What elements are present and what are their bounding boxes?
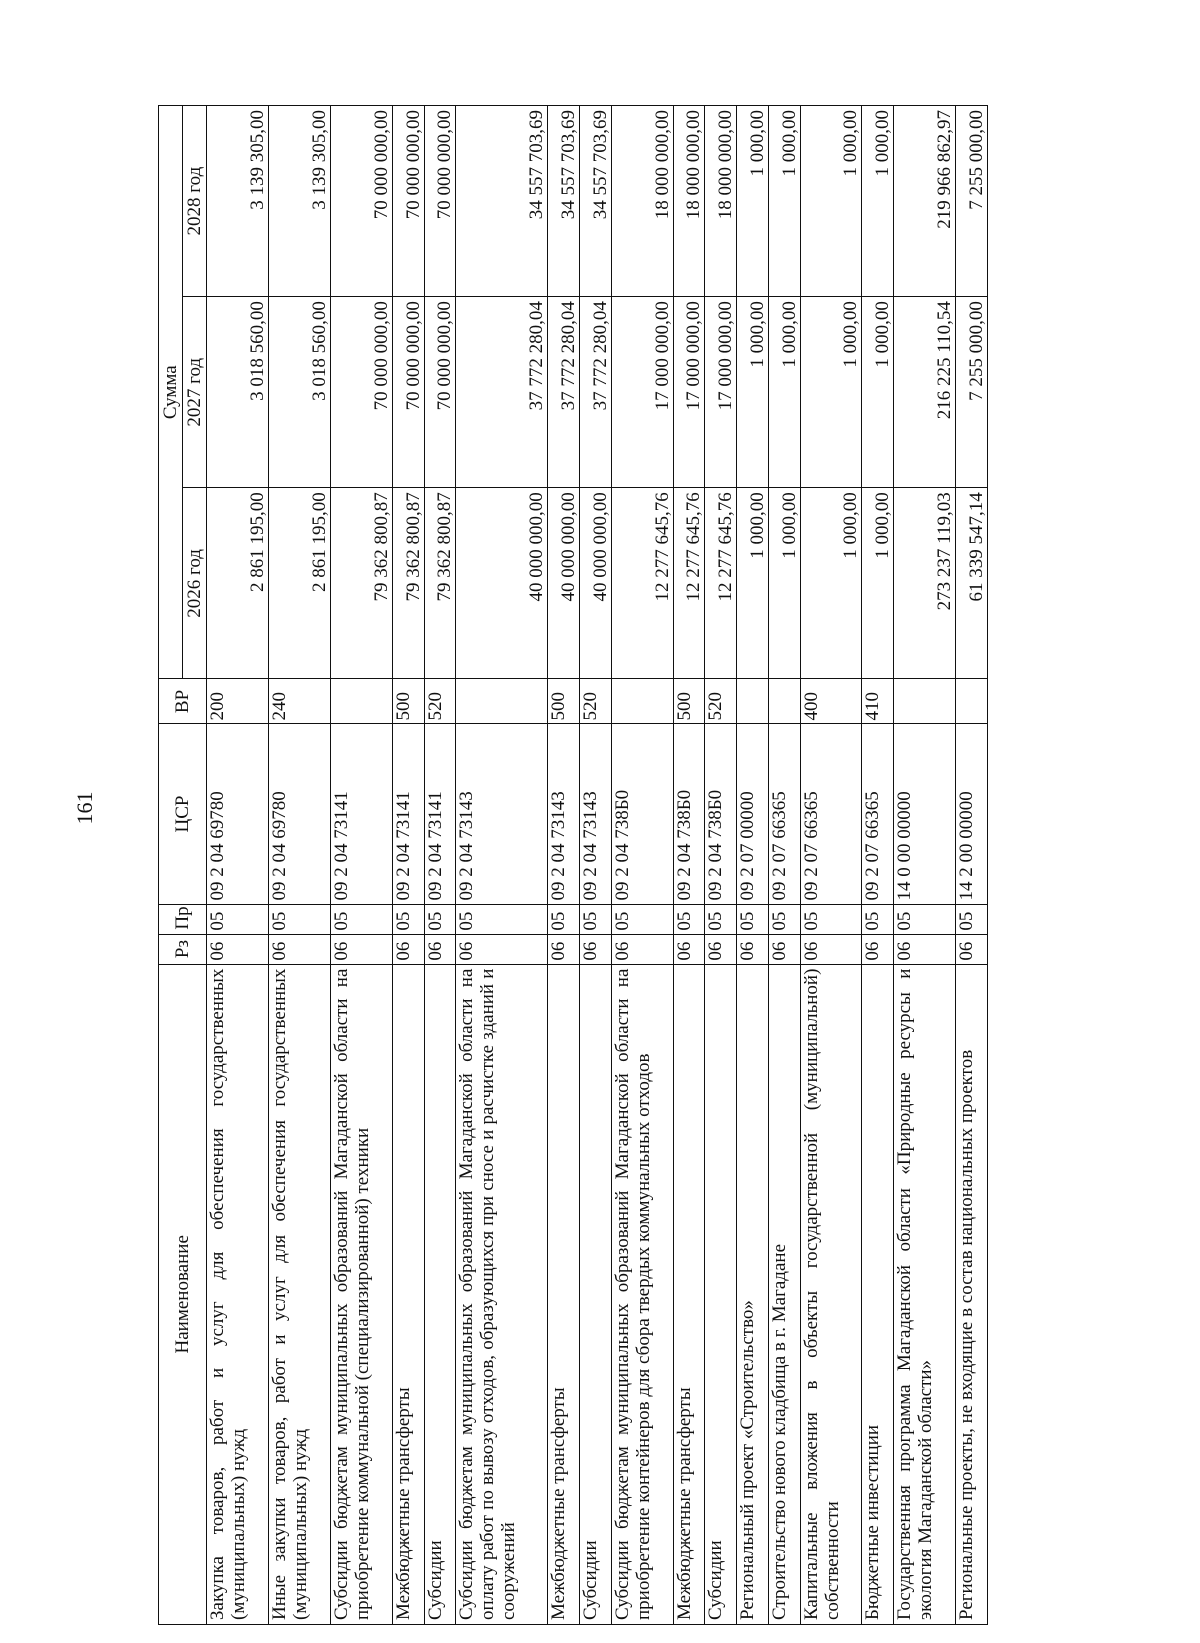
row-sum-2028: 18 000 000,00 (705, 106, 737, 297)
row-csr: 09 2 04 73141 (392, 724, 424, 904)
table-row (548, 106, 580, 1625)
row-sum-2026: 273 237 119,03 (894, 488, 956, 679)
row-vr (768, 679, 800, 724)
row-rz: 06 (456, 934, 548, 964)
header-name: Наименование (159, 964, 207, 1624)
page-number: 161 (72, 791, 97, 825)
row-rz: 06 (862, 934, 894, 964)
row-sum-2028: 7 255 000,00 (956, 106, 988, 297)
row-sum-2028: 3 139 305,00 (268, 106, 330, 297)
row-name: Капитальные вложения в объекты государственной (муниципальной) собственности (800, 964, 862, 1624)
row-sum-2027: 1 000,00 (768, 297, 800, 488)
row-pr: 05 (268, 904, 330, 934)
row-sum-2027: 216 225 110,54 (894, 297, 956, 488)
row-sum-2026: 2 861 195,00 (268, 488, 330, 679)
row-vr (456, 679, 548, 724)
table-row (207, 106, 269, 1625)
table-container (158, 105, 988, 1625)
row-pr: 05 (956, 904, 988, 934)
table-row (862, 106, 894, 1625)
table-body (207, 106, 988, 1625)
row-pr: 05 (580, 904, 612, 934)
row-rz: 06 (956, 934, 988, 964)
row-sum-2027: 37 772 280,04 (580, 297, 612, 488)
row-pr: 05 (456, 904, 548, 934)
row-pr: 05 (207, 904, 269, 934)
row-sum-2027: 37 772 280,04 (456, 297, 548, 488)
row-rz: 06 (392, 934, 424, 964)
row-sum-2026: 79 362 800,87 (424, 488, 456, 679)
table-row (956, 106, 988, 1625)
row-csr: 14 2 00 00000 (956, 724, 988, 904)
row-name: Субсидии бюджетам муниципальных образований Магаданской области на приобретение контейнеров для сбора твердых коммунальных отходов (611, 964, 673, 1624)
row-name: Субсидии (424, 964, 456, 1624)
row-vr: 500 (548, 679, 580, 724)
row-sum-2028: 70 000 000,00 (392, 106, 424, 297)
row-vr: 410 (862, 679, 894, 724)
row-rz: 06 (330, 934, 392, 964)
row-pr: 05 (611, 904, 673, 934)
header-rz: Рз (159, 934, 207, 964)
row-vr (611, 679, 673, 724)
row-pr: 05 (862, 904, 894, 934)
row-sum-2028: 1 000,00 (737, 106, 769, 297)
table-row (800, 106, 862, 1625)
row-sum-2028: 219 966 862,97 (894, 106, 956, 297)
row-name: Иные закупки товаров, работ и услуг для обеспечения государственных (муниципальных) нужд (268, 964, 330, 1624)
row-sum-2028: 34 557 703,69 (456, 106, 548, 297)
row-sum-2026: 40 000 000,00 (548, 488, 580, 679)
row-sum-2026: 40 000 000,00 (580, 488, 612, 679)
row-pr: 05 (392, 904, 424, 934)
row-name: Строительство нового кладбища в г. Магадане (768, 964, 800, 1624)
row-pr: 05 (705, 904, 737, 934)
row-name: Закупка товаров, работ и услуг для обеспечения государственных (муниципальных) нужд (207, 964, 269, 1624)
table-row (768, 106, 800, 1625)
row-vr: 520 (705, 679, 737, 724)
row-sum-2026: 2 861 195,00 (207, 488, 269, 679)
row-rz: 06 (737, 934, 769, 964)
row-csr: 09 2 04 69780 (207, 724, 269, 904)
table-row (894, 106, 956, 1625)
row-name: Межбюджетные трансферты (392, 964, 424, 1624)
row-sum-2026: 1 000,00 (862, 488, 894, 679)
row-pr: 05 (548, 904, 580, 934)
row-sum-2026: 12 277 645,76 (611, 488, 673, 679)
table-row (580, 106, 612, 1625)
row-csr: 09 2 04 73143 (548, 724, 580, 904)
row-sum-2028: 1 000,00 (768, 106, 800, 297)
row-sum-2028: 70 000 000,00 (330, 106, 392, 297)
row-sum-2027: 3 018 560,00 (268, 297, 330, 488)
row-sum-2026: 40 000 000,00 (456, 488, 548, 679)
row-vr (330, 679, 392, 724)
row-csr: 14 0 00 00000 (894, 724, 956, 904)
table-row (737, 106, 769, 1625)
budget-table (158, 105, 988, 1625)
row-csr: 09 2 07 00000 (737, 724, 769, 904)
row-sum-2027: 17 000 000,00 (673, 297, 705, 488)
header-csr: ЦСР (159, 724, 207, 904)
row-name: Межбюджетные трансферты (548, 964, 580, 1624)
row-sum-2027: 70 000 000,00 (330, 297, 392, 488)
table-row (705, 106, 737, 1625)
row-pr: 05 (330, 904, 392, 934)
row-rz: 06 (768, 934, 800, 964)
row-sum-2026: 61 339 547,14 (956, 488, 988, 679)
row-rz: 06 (800, 934, 862, 964)
row-name: Бюджетные инвестиции (862, 964, 894, 1624)
row-rz: 06 (207, 934, 269, 964)
row-name: Субсидии (705, 964, 737, 1624)
row-sum-2028: 18 000 000,00 (611, 106, 673, 297)
row-name: Субсидии бюджетам муниципальных образований Магаданской области на приобретение коммунальной (специализированной) техники (330, 964, 392, 1624)
row-rz: 06 (580, 934, 612, 964)
row-sum-2026: 79 362 800,87 (392, 488, 424, 679)
row-vr: 240 (268, 679, 330, 724)
row-vr (737, 679, 769, 724)
row-rz: 06 (705, 934, 737, 964)
row-sum-2026: 1 000,00 (800, 488, 862, 679)
header-2026: 2026 год (183, 488, 207, 679)
header-sum: Сумма (159, 106, 183, 679)
row-name: Субсидии (580, 964, 612, 1624)
row-pr: 05 (737, 904, 769, 934)
row-vr: 520 (580, 679, 612, 724)
row-sum-2028: 18 000 000,00 (673, 106, 705, 297)
row-csr: 09 2 04 73143 (456, 724, 548, 904)
row-vr: 200 (207, 679, 269, 724)
row-vr: 400 (800, 679, 862, 724)
row-pr: 05 (673, 904, 705, 934)
row-sum-2028: 70 000 000,00 (424, 106, 456, 297)
row-rz: 06 (894, 934, 956, 964)
row-name: Региональный проект «Строительство» (737, 964, 769, 1624)
row-sum-2027: 1 000,00 (800, 297, 862, 488)
row-sum-2028: 3 139 305,00 (207, 106, 269, 297)
table-row (673, 106, 705, 1625)
row-sum-2028: 34 557 703,69 (548, 106, 580, 297)
row-rz: 06 (268, 934, 330, 964)
row-sum-2027: 17 000 000,00 (611, 297, 673, 488)
row-csr: 09 2 04 738Б0 (611, 724, 673, 904)
row-pr: 05 (424, 904, 456, 934)
row-csr: 09 2 04 73143 (580, 724, 612, 904)
header-2028: 2028 год (183, 106, 207, 297)
row-name: Субсидии бюджетам муниципальных образований Магаданской области на оплату работ по вывозу отходов, образующихся при сносе и расчистке зданий и сооружений (456, 964, 548, 1624)
table-row (456, 106, 548, 1625)
row-rz: 06 (673, 934, 705, 964)
row-sum-2027: 1 000,00 (737, 297, 769, 488)
row-csr: 09 2 04 69780 (268, 724, 330, 904)
header-2027: 2027 год (183, 297, 207, 488)
row-sum-2027: 7 255 000,00 (956, 297, 988, 488)
row-rz: 06 (424, 934, 456, 964)
row-pr: 05 (768, 904, 800, 934)
row-sum-2028: 1 000,00 (800, 106, 862, 297)
row-csr: 09 2 04 738Б0 (705, 724, 737, 904)
table-row (611, 106, 673, 1625)
row-pr: 05 (894, 904, 956, 934)
row-sum-2027: 17 000 000,00 (705, 297, 737, 488)
row-sum-2026: 1 000,00 (737, 488, 769, 679)
row-sum-2027: 37 772 280,04 (548, 297, 580, 488)
row-csr: 09 2 07 66365 (768, 724, 800, 904)
row-sum-2026: 12 277 645,76 (673, 488, 705, 679)
row-name: Региональные проекты, не входящие в состав национальных проектов (956, 964, 988, 1624)
row-rz: 06 (611, 934, 673, 964)
row-sum-2027: 70 000 000,00 (392, 297, 424, 488)
row-sum-2028: 1 000,00 (862, 106, 894, 297)
row-vr (956, 679, 988, 724)
row-sum-2027: 70 000 000,00 (424, 297, 456, 488)
table-row (392, 106, 424, 1625)
row-sum-2026: 12 277 645,76 (705, 488, 737, 679)
row-name: Межбюджетные трансферты (673, 964, 705, 1624)
row-vr: 500 (673, 679, 705, 724)
row-name: Государственная программа Магаданской области «Природные ресурсы и экология Магаданской области» (894, 964, 956, 1624)
row-pr: 05 (800, 904, 862, 934)
row-csr: 09 2 07 66365 (862, 724, 894, 904)
row-sum-2026: 1 000,00 (768, 488, 800, 679)
row-vr: 500 (392, 679, 424, 724)
table-row (424, 106, 456, 1625)
row-sum-2028: 34 557 703,69 (580, 106, 612, 297)
row-vr: 520 (424, 679, 456, 724)
row-csr: 09 2 04 73141 (330, 724, 392, 904)
table-row (268, 106, 330, 1625)
header-vr: ВР (159, 679, 207, 724)
table-row (330, 106, 392, 1625)
row-csr: 09 2 04 738Б0 (673, 724, 705, 904)
row-sum-2027: 3 018 560,00 (207, 297, 269, 488)
row-sum-2026: 79 362 800,87 (330, 488, 392, 679)
row-sum-2027: 1 000,00 (862, 297, 894, 488)
row-vr (894, 679, 956, 724)
table-header (159, 106, 207, 1625)
row-csr: 09 2 07 66365 (800, 724, 862, 904)
row-rz: 06 (548, 934, 580, 964)
header-pr: Пр (159, 904, 207, 934)
row-csr: 09 2 04 73141 (424, 724, 456, 904)
